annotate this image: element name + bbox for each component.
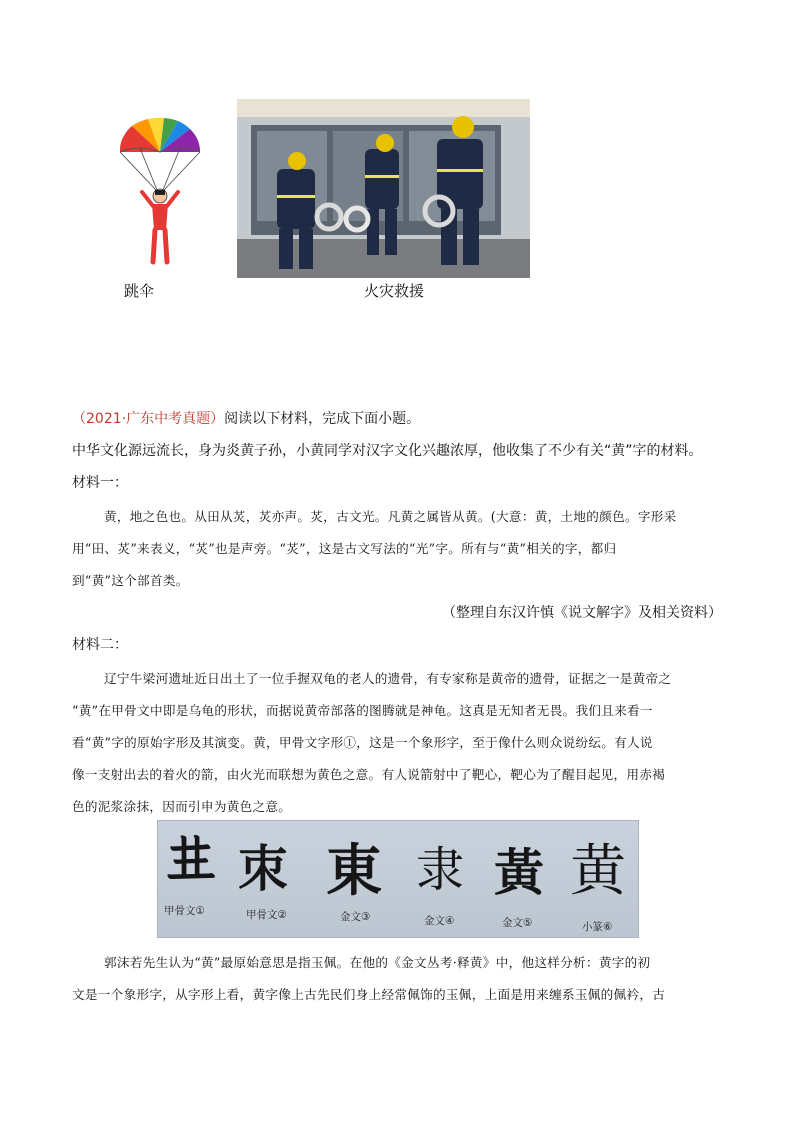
question-header bbox=[72, 408, 420, 428]
glyph-label: 甲骨文① bbox=[164, 905, 205, 917]
question-prompt: 阅读以下材料，完成下面小题。 bbox=[224, 411, 421, 427]
glyph-seal-6: 黄 bbox=[570, 839, 626, 904]
material1-line: 用“田、炗”来表义，“炗”也是声旁。“炗”，这是古文写法的“光”字。所有与“黄”相关的字，都归 bbox=[72, 541, 617, 556]
glyph-oracle-1: 𠀎 bbox=[166, 829, 216, 888]
material1-heading: 材料一： bbox=[72, 475, 128, 491]
character-evolution-figure bbox=[157, 820, 639, 938]
material3-line: 文是一个象形字，从字形上看，黄字像上古先民们身上经常佩饰的玉佩，上面是用来缠系玉佩的佩衿，古 bbox=[72, 987, 666, 1002]
glyph-label: 金文④ bbox=[424, 915, 455, 927]
material2-line: 辽宁牛梁河遗址近日出土了一位手握双龟的老人的遗骨，有专家称是黄帝的遗骨，证据之一是黄帝之 bbox=[104, 671, 672, 686]
parachute-illustration bbox=[112, 112, 208, 272]
material2-line: 色的泥浆涂抹，因而引申为黄色之意。 bbox=[72, 799, 292, 814]
parachutist-figure bbox=[142, 189, 178, 262]
glyph-label: 金文③ bbox=[340, 911, 371, 923]
material1-line: 黄，地之色也。从田从炗，炗亦声。炗，古文光。凡黄之属皆从黄。(大意：黄，土地的颜色。字形采 bbox=[104, 509, 677, 524]
material1-citation: （整理自东汉许慎《说文解字》及相关资料） bbox=[442, 605, 722, 621]
glyph-bronze-4: 隶 bbox=[416, 842, 465, 898]
material2-line: “黄”在甲骨文中即是乌龟的形状，而据说黄帝部落的图腾就是神龟。这真是无知者无畏。我们且来看一 bbox=[72, 703, 653, 718]
material2-heading: 材料二： bbox=[72, 637, 128, 653]
caption-parachute: 跳伞 bbox=[124, 282, 155, 300]
parachute-canopy bbox=[120, 118, 200, 152]
intro-text: 中华文化源远流长，身为炎黄子孙，小黄同学对汉字文化兴趣浓厚，他收集了不少有关“黄”字的材料。 bbox=[72, 443, 703, 459]
question-source: （2021·广东中考真题） bbox=[72, 411, 225, 427]
parachute-lines bbox=[120, 148, 200, 190]
glyph-label: 小篆⑥ bbox=[582, 921, 613, 933]
glyph-oracle-2: 朿 bbox=[238, 839, 288, 898]
material2-line: 像一支射出去的着火的箭，由火光而联想为黄色之意。有人说箭射中了靶心，靶心为了醒目起见，用赤褐 bbox=[72, 767, 666, 782]
glyph-label: 甲骨文② bbox=[246, 909, 287, 921]
material2-line: 看“黄”字的原始字形及其演变。黄，甲骨文字形①，这是一个象形字，至于像什么则众说纷纭。有人说 bbox=[72, 735, 653, 750]
material1-line: 到“黄”这个部首类。 bbox=[72, 573, 189, 588]
glyph-bronze-5: 黃 bbox=[494, 843, 544, 902]
caption-fire-rescue: 火灾救援 bbox=[364, 282, 425, 300]
glyph-label: 金文⑤ bbox=[502, 917, 533, 929]
glyph-bronze-3: 東 bbox=[326, 838, 382, 904]
fire-rescue-photo bbox=[237, 99, 530, 278]
material3-line: 郭沫若先生认为“黄”最原始意思是指玉佩。在他的《金文丛考·释黄》中，他这样分析：黄字的初 bbox=[104, 955, 651, 970]
